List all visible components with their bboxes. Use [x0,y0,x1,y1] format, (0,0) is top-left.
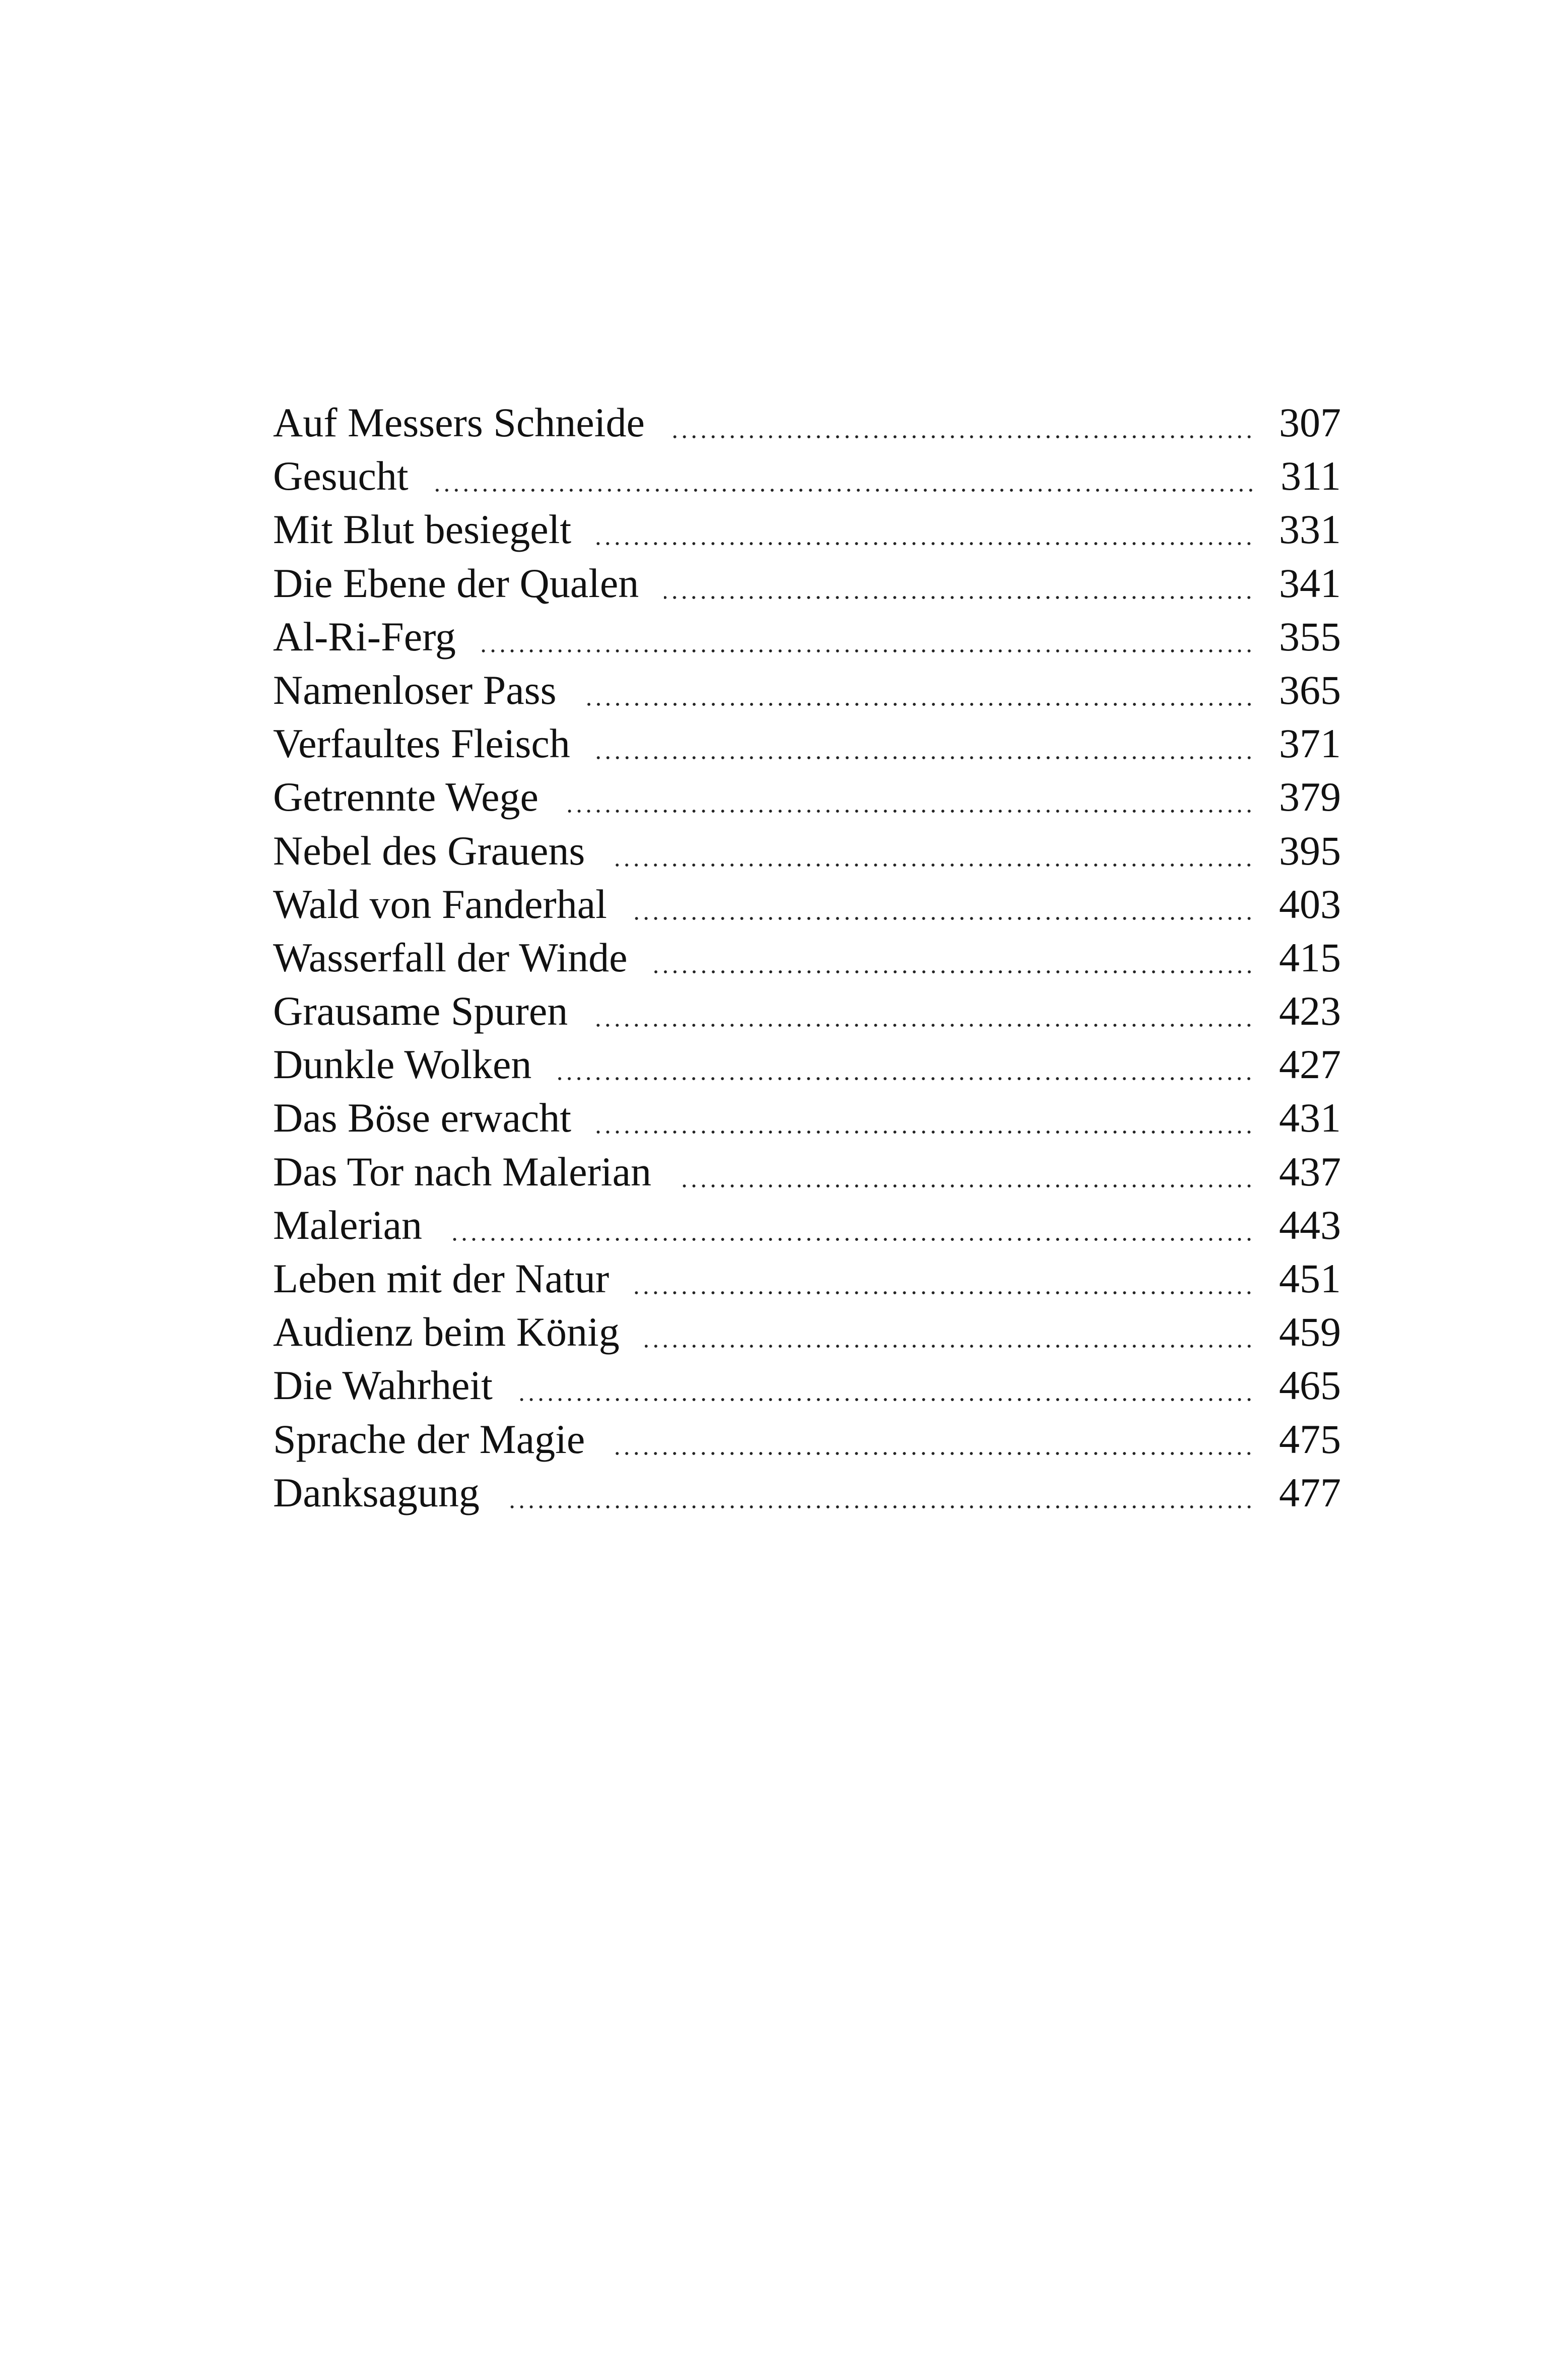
toc-entry-page: 443 [1279,1202,1341,1248]
toc-entry [273,396,1341,449]
dot-leader [632,917,1254,920]
toc-entry-page: 437 [1279,1148,1341,1195]
dot-leader [645,1345,1254,1348]
toc-entry [273,449,1341,503]
toc-entry-title: Die Ebene der Qualen [273,560,639,606]
toc-entry-page: 477 [1279,1469,1341,1515]
toc-entry [273,878,1341,931]
dot-leader [610,1452,1254,1455]
toc-entry [273,1305,1341,1359]
toc-entry-page: 465 [1279,1362,1341,1409]
toc-entry-title: Gesucht [273,453,409,499]
toc-entry-title: Nebel des Grauens [273,827,585,874]
toc-entry [273,1252,1341,1305]
dot-leader [596,1131,1254,1134]
toc-entry-title: Grausame Spuren [273,988,568,1034]
toc-entry-page: 371 [1279,720,1341,767]
toc-entry [273,1145,1341,1199]
toc-entry [273,984,1341,1038]
toc-entry-title: Sprache der Magie [273,1416,585,1462]
dot-leader [596,542,1254,545]
toc-entry-page: 459 [1279,1309,1341,1355]
toc-entry [273,824,1341,878]
toc-entry-title: Wasserfall der Winde [273,934,628,980]
toc-entry [273,1359,1341,1412]
toc-entry-title: Wald von Fanderhal [273,881,607,927]
toc-entry-title: Die Wahrheit [273,1362,493,1409]
toc-entry [273,1466,1341,1519]
toc-entry-page: 423 [1279,988,1341,1034]
toc-entry-title: Al-Ri-Ferg [273,613,456,659]
toc-entry-title: Das Böse erwacht [273,1095,572,1141]
toc-entry-title: Malerian [273,1202,422,1248]
dot-leader [505,1505,1254,1508]
dot-leader [634,1291,1254,1294]
toc-entry-page: 311 [1281,453,1341,499]
toc-entry [273,770,1341,824]
toc-entry-page: 307 [1279,400,1341,445]
toc-entry-title: Audienz beim König [273,1309,620,1355]
toc-entry-page: 331 [1279,506,1341,553]
dot-leader [582,703,1254,706]
toc-entry-page: 431 [1279,1095,1341,1141]
toc-entry-page: 475 [1279,1416,1341,1462]
dot-leader [595,756,1254,759]
toc-entry-page: 365 [1279,667,1341,713]
dot-leader [447,1238,1254,1241]
toc-entry [273,1091,1341,1145]
toc-entry-title: Leben mit der Natur [273,1255,610,1301]
toc-entry-page: 403 [1279,881,1341,927]
dot-leader [564,810,1254,813]
toc-entry-title: Auf Messers Schneide [273,400,645,445]
dot-leader [434,489,1255,492]
dot-leader [653,970,1254,973]
toc-entry-page: 355 [1279,613,1341,659]
dot-leader [557,1077,1254,1080]
toc-entry-title: Namenloser Pass [273,667,557,713]
toc-entry-title: Mit Blut besiegelt [273,506,572,553]
toc-entry-title: Getrennte Wege [273,774,539,820]
toc-entry [273,503,1341,556]
toc-entry-page: 341 [1279,560,1341,606]
toc-entry [273,1199,1341,1252]
toc-entry [273,717,1341,770]
toc-entry-page: 395 [1279,827,1341,874]
dot-leader [593,1024,1254,1027]
toc-entry-title: Verfaultes Fleisch [273,720,570,767]
toc-entry [273,610,1341,664]
dot-leader [481,649,1254,652]
toc-entry [273,1038,1341,1091]
dot-leader [670,435,1254,438]
toc-entry-title: Das Tor nach Malerian [273,1148,651,1195]
dot-leader [664,596,1254,599]
toc-entry-title: Danksagung [273,1469,480,1515]
toc-entry [273,664,1341,717]
toc-entry-page: 379 [1279,774,1341,820]
toc-entry [273,1413,1341,1466]
dot-leader [518,1398,1254,1401]
toc-entry-page: 415 [1279,934,1341,980]
toc-entry-title: Dunkle Wolken [273,1041,532,1088]
table-of-contents [273,396,1341,1519]
toc-entry-page: 451 [1279,1255,1341,1301]
toc-entry [273,557,1341,610]
dot-leader [677,1184,1254,1187]
dot-leader [610,864,1254,867]
toc-entry [273,931,1341,984]
toc-entry-page: 427 [1279,1041,1341,1088]
